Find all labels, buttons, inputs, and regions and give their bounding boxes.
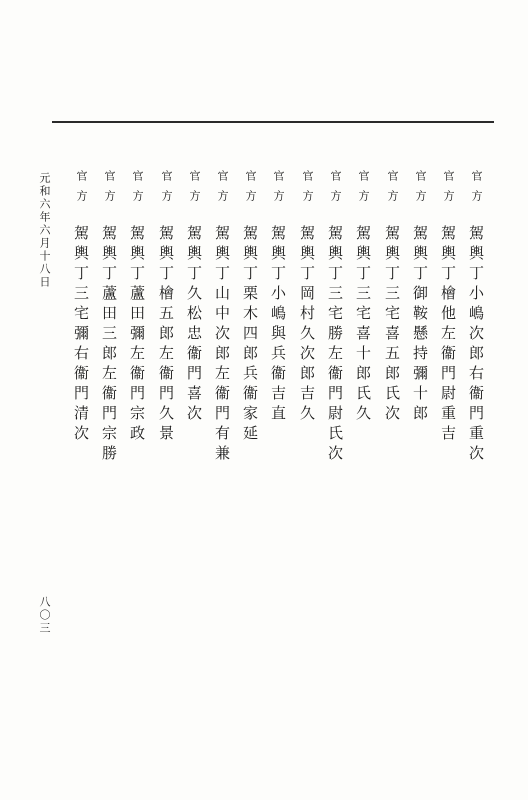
row-entry: 駕輿丁蘆田三郎左衞門宗勝 — [100, 225, 118, 465]
row-entry: 駕輿丁蘆田彌左衞門宗政 — [128, 225, 146, 445]
row-header: 官方 — [160, 170, 173, 210]
row-header: 官方 — [301, 170, 314, 210]
row-header: 官方 — [103, 170, 116, 210]
row-header: 官方 — [470, 170, 483, 210]
row-entry: 駕輿丁檜他左衞門尉重吉 — [439, 225, 457, 445]
page-number: 八〇三 — [38, 596, 51, 635]
row-header: 官方 — [131, 170, 144, 210]
row-entry: 駕輿丁栗木四郎兵衞家延 — [241, 225, 259, 445]
row-header: 官方 — [216, 170, 229, 210]
row-entry: 駕輿丁久松忠衞門喜次 — [185, 225, 203, 425]
row-header: 官方 — [386, 170, 399, 210]
row-entry: 駕輿丁三宅彌右衞門清次 — [72, 225, 90, 445]
top-rule — [52, 121, 494, 123]
row-entry: 駕輿丁三宅勝左衞門尉氏次 — [326, 225, 344, 465]
row-entry: 駕輿丁小嶋次郎右衞門重次 — [467, 225, 485, 465]
row-entry: 駕輿丁三宅喜五郎氏次 — [383, 225, 401, 425]
row-header: 官方 — [75, 170, 88, 210]
row-header: 官方 — [414, 170, 427, 210]
row-entry: 駕輿丁小嶋與兵衞吉直 — [269, 225, 287, 425]
row-header: 官方 — [357, 170, 370, 210]
row-header: 官方 — [188, 170, 201, 210]
row-header: 官方 — [272, 170, 285, 210]
row-header: 官方 — [329, 170, 342, 210]
document-date: 元和六年六月十八日 — [38, 172, 51, 289]
row-entry: 駕輿丁三宅喜十郎氏久 — [354, 225, 372, 425]
row-entry: 駕輿丁檜五郎左衞門久景 — [157, 225, 175, 445]
row-entry: 駕輿丁山中次郎左衞門有兼 — [213, 225, 231, 465]
row-entry: 駕輿丁岡村久次郎吉久 — [298, 225, 316, 425]
row-entry: 駕輿丁御鞍懸持彌十郎 — [411, 225, 429, 425]
row-header: 官方 — [244, 170, 257, 210]
row-header: 官方 — [442, 170, 455, 210]
